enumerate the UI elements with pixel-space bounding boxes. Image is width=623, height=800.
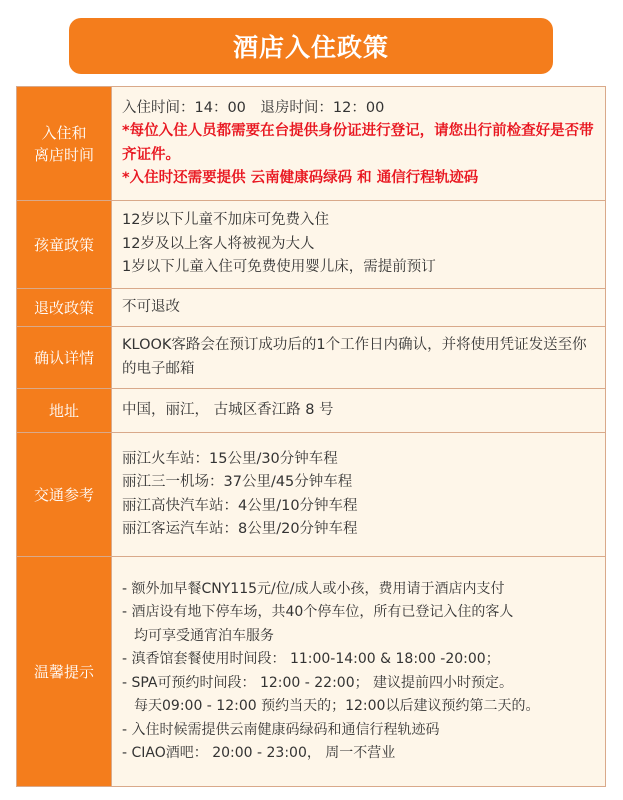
checkin-time: 入住时间：14：00 退房时间：12：00 bbox=[122, 99, 385, 116]
list-item: 每天09:00 - 12:00 预约当天的；12:00以后建议预约第二天的。 bbox=[134, 698, 540, 714]
transport-value bbox=[112, 433, 606, 557]
row-label-children: 孩童政策 bbox=[17, 201, 112, 289]
checkin-id-notice: *每位入住人员都需要在台提供身份证进行登记，请您出行前检查好是否带齐证件。 bbox=[122, 123, 594, 163]
list-item: 12岁以下儿童不加床可免费入住 bbox=[122, 212, 329, 229]
row-label-refund: 退改政策 bbox=[17, 289, 112, 327]
refund-value: 不可退改 bbox=[112, 289, 606, 327]
list-item: - 滇香馆套餐使用时间段： 11:00-14:00 & 18:00 -20:00； bbox=[122, 651, 500, 667]
list-item: 丽江高快汽车站：4公里/10分钟车程 bbox=[122, 497, 358, 514]
table-row-confirm bbox=[17, 327, 606, 389]
page-title: 酒店入住政策 bbox=[69, 18, 553, 74]
list-item: 丽江三一机场：37公里/45分钟车程 bbox=[122, 474, 353, 490]
address-value: 中国，丽江， 古城区香江路 8 号 bbox=[112, 389, 606, 433]
policy-table bbox=[16, 86, 606, 787]
list-item: - 额外加早餐CNY115元/位/成人或小孩，费用请于酒店内支付 bbox=[122, 580, 505, 597]
row-label-checkin bbox=[17, 87, 112, 201]
list-item: 12岁及以上客人将被视为大人 bbox=[122, 235, 315, 252]
row-label-transport: 交通参考 bbox=[17, 433, 112, 557]
tips-value bbox=[112, 557, 606, 787]
table-row-transport bbox=[17, 433, 606, 557]
list-item: 均可享受通宵泊车服务 bbox=[134, 627, 274, 644]
label-line-1: 入住和 bbox=[41, 123, 87, 142]
table-row-children bbox=[17, 201, 606, 289]
list-item: - CIAO酒吧： 20:00 - 23:00， 周一不营业 bbox=[122, 745, 396, 761]
row-label-tips: 温馨提示 bbox=[17, 557, 112, 787]
table-row-address bbox=[17, 389, 606, 433]
table-row-refund bbox=[17, 289, 606, 327]
list-item: 丽江火车站：15公里/30分钟车程 bbox=[122, 450, 338, 467]
list-item: - 酒店设有地下停车场，共40个停车位，所有已登记入住的客人 bbox=[122, 604, 514, 620]
row-label-address: 地址 bbox=[17, 389, 112, 433]
list-item: 1岁以下儿童入住可免费使用婴儿床，需提前预订 bbox=[122, 259, 436, 276]
children-value bbox=[112, 201, 606, 289]
checkin-health-notice: *入住时还需要提供 云南健康码绿码 和 通信行程轨迹码 bbox=[122, 170, 479, 186]
table-row-tips bbox=[17, 557, 606, 787]
list-item: - SPA可预约时间段： 12:00 - 22:00； 建议提前四小时预定。 bbox=[122, 674, 514, 691]
table-row-checkin bbox=[17, 87, 606, 201]
list-item: - 入住时候需提供云南健康码绿码和通信行程轨迹码 bbox=[122, 721, 440, 738]
confirm-value: KLOOK客路会在预订成功后的1个工作日内确认，并将使用凭证发送至你的电子邮箱 bbox=[112, 327, 606, 389]
label-line-2: 离店时间 bbox=[33, 145, 94, 164]
list-item: 丽江客运汽车站：8公里/20分钟车程 bbox=[122, 521, 358, 537]
checkin-value bbox=[112, 87, 606, 201]
row-label-confirm: 确认详情 bbox=[17, 327, 112, 389]
